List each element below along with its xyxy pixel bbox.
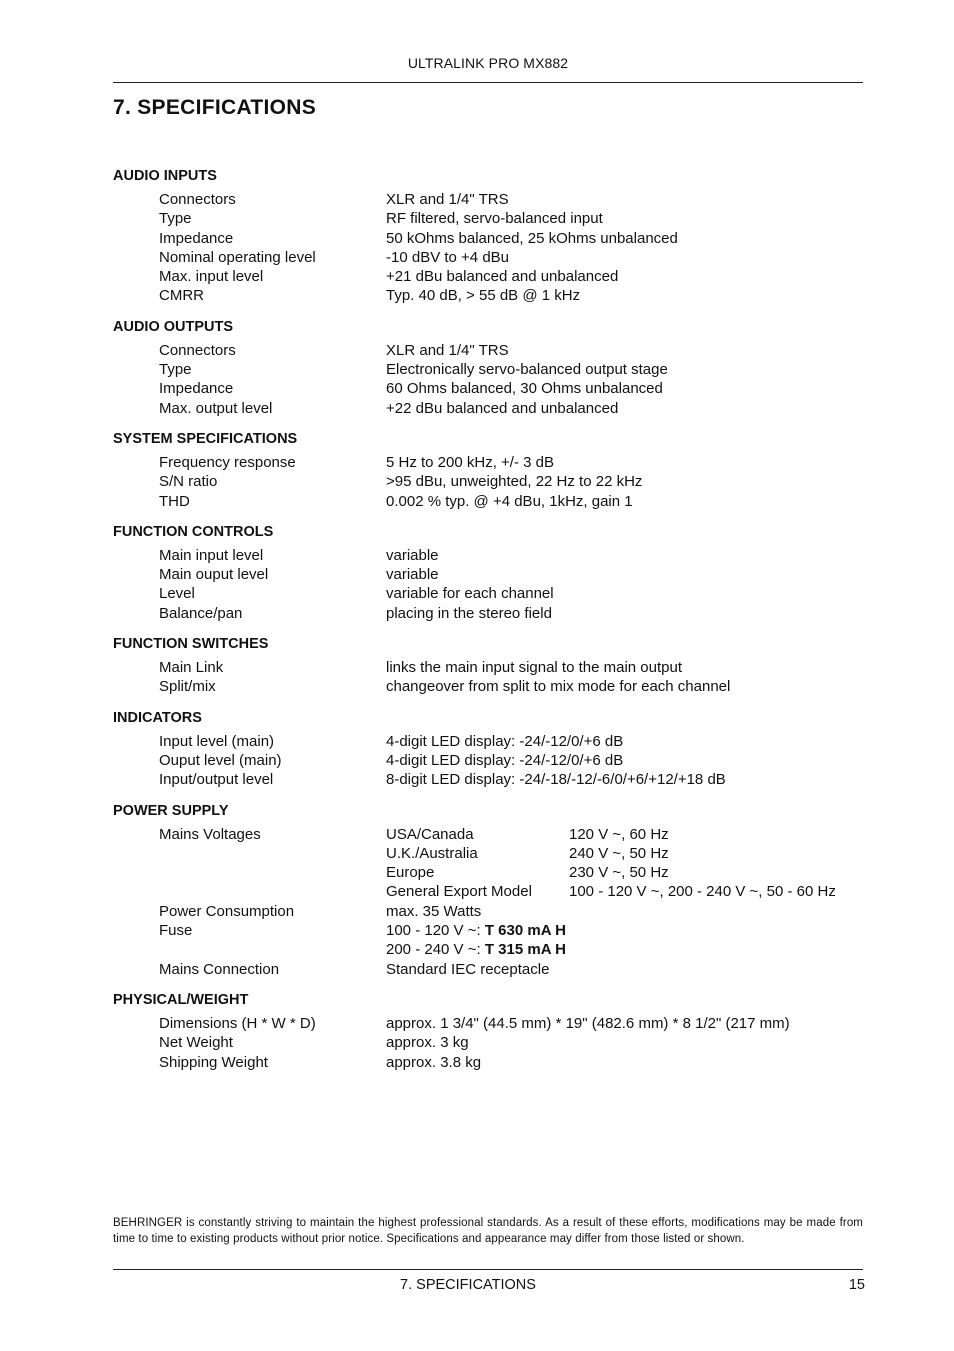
spec-label: Mains Voltages <box>159 825 261 843</box>
spec-row <box>113 921 873 940</box>
spec-label: THD <box>159 492 190 510</box>
spec-label: Impedance <box>159 229 234 247</box>
section-audio-outputs <box>113 317 873 418</box>
spec-label: Fuse <box>159 922 193 940</box>
spec-row <box>113 546 873 565</box>
spec-label: Ouput level (main) <box>159 751 282 769</box>
spec-value: 4-digit LED display: -24/-12/0/+6 dB <box>386 751 624 769</box>
spec-value: 0.002 % typ. @ +4 dBu, 1kHz, gain 1 <box>386 492 633 510</box>
spec-value: +21 dBu balanced and unbalanced <box>386 268 619 286</box>
spec-value <box>386 921 566 940</box>
spec-row <box>113 863 873 882</box>
spec-label: Frequency response <box>159 453 296 471</box>
section-title: AUDIO OUTPUTS <box>113 318 234 335</box>
section-title: INDICATORS <box>113 709 202 726</box>
header-rule <box>113 82 863 83</box>
spec-label: Shipping Weight <box>159 1053 268 1071</box>
spec-value: approx. 3 kg <box>386 1034 469 1052</box>
spec-row <box>113 1033 873 1052</box>
spec-row <box>113 341 873 360</box>
spec-value: >95 dBu, unweighted, 22 Hz to 22 kHz <box>386 473 643 491</box>
spec-row <box>113 209 873 228</box>
spec-label: Max. output level <box>159 399 273 417</box>
spec-label: Split/mix <box>159 678 216 696</box>
spec-value <box>386 863 669 882</box>
spec-value: RF filtered, servo-balanced input <box>386 210 603 228</box>
spec-row <box>113 399 873 418</box>
section-title: POWER SUPPLY <box>113 802 229 819</box>
running-header: ULTRALINK PRO MX882 <box>407 55 569 71</box>
spec-value: max. 35 Watts <box>386 902 482 920</box>
spec-value: approx. 1 3/4" (44.5 mm) * 19" (482.6 mm) * 8 1/2" (217 mm) <box>386 1014 790 1032</box>
spec-label: Impedance <box>159 380 234 398</box>
spec-label: Dimensions (H * W * D) <box>159 1014 316 1032</box>
specifications-content <box>113 166 873 1083</box>
spec-value: variable <box>386 566 439 584</box>
spec-label-empty <box>113 863 386 882</box>
spec-value: placing in the stereo field <box>386 604 552 622</box>
spec-label: S/N ratio <box>159 473 218 491</box>
spec-value <box>386 882 836 901</box>
mains-spec: 120 V ~, 60 Hz <box>569 825 669 843</box>
spec-label: Type <box>159 361 192 379</box>
spec-label: Type <box>159 210 192 228</box>
spec-row <box>113 229 873 248</box>
spec-row <box>113 379 873 398</box>
spec-value <box>386 825 669 844</box>
spec-row <box>113 565 873 584</box>
spec-value: changeover from split to mix mode for each channel <box>386 678 731 696</box>
spec-value: 5 Hz to 200 kHz, +/- 3 dB <box>386 453 554 471</box>
spec-row <box>113 360 873 379</box>
spec-value: variable for each channel <box>386 585 554 603</box>
spec-value: -10 dBV to +4 dBu <box>386 248 510 266</box>
spec-value: XLR and 1/4" TRS <box>386 191 509 208</box>
spec-label: Input/output level <box>159 771 274 789</box>
fuse-rating: T 315 mA H <box>484 941 566 959</box>
disclaimer-text: BEHRINGER is constantly striving to maintain the highest professional standards. As a result of these efforts, modifications may be made from time to time to existing products without prior notice. Specifications and appearance may differ from those listed or shown. <box>113 1217 863 1245</box>
mains-region: U.K./Australia <box>386 844 478 862</box>
spec-label: Power Consumption <box>159 902 295 920</box>
spec-value <box>386 940 566 959</box>
spec-label: Main Link <box>159 659 224 677</box>
mains-spec: 240 V ~, 50 Hz <box>569 844 669 862</box>
page-number: 15 <box>848 1277 865 1293</box>
spec-label: Input level (main) <box>159 732 275 750</box>
spec-row <box>113 604 873 623</box>
spec-value: 60 Ohms balanced, 30 Ohms unbalanced <box>386 380 663 398</box>
spec-value: links the main input signal to the main output <box>386 659 683 677</box>
spec-row <box>113 902 873 921</box>
page-title: 7. SPECIFICATIONS <box>113 96 317 119</box>
spec-value: 4-digit LED display: -24/-12/0/+6 dB <box>386 732 624 750</box>
spec-label: Net Weight <box>159 1034 233 1052</box>
section-title: AUDIO INPUTS <box>113 168 217 184</box>
spec-value: XLR and 1/4" TRS <box>386 341 509 359</box>
spec-label: Nominal operating level <box>159 248 316 266</box>
fuse-range: 200 - 240 V ~: <box>386 941 485 959</box>
spec-row <box>113 1014 873 1033</box>
mains-region: General Export Model <box>386 883 532 901</box>
section-title: FUNCTION SWITCHES <box>113 636 269 653</box>
spec-row <box>113 453 873 472</box>
spec-row <box>113 825 873 844</box>
spec-row <box>113 751 873 770</box>
spec-label: Mains Connection <box>159 960 280 978</box>
mains-region: USA/Canada <box>386 825 474 843</box>
spec-row <box>113 732 873 751</box>
spec-value: approx. 3.8 kg <box>386 1053 482 1071</box>
spec-row <box>113 1053 873 1072</box>
spec-row <box>113 658 873 677</box>
spec-value <box>386 844 669 863</box>
spec-value: 8-digit LED display: -24/-18/-12/-6/0/+6/+12/+18 dB <box>386 771 726 789</box>
section-audio-inputs <box>113 166 873 306</box>
spec-label: Balance/pan <box>159 604 243 622</box>
spec-value: Standard IEC receptacle <box>386 960 550 978</box>
spec-label-empty <box>113 844 386 863</box>
spec-row <box>113 286 873 305</box>
section-title: FUNCTION CONTROLS <box>113 523 274 540</box>
section-function-controls <box>113 522 873 623</box>
spec-row <box>113 844 873 863</box>
spec-row <box>113 960 873 979</box>
spec-label-empty <box>113 882 386 901</box>
spec-row <box>113 940 873 959</box>
mains-region: Europe <box>386 864 435 882</box>
section-title: SYSTEM SPECIFICATIONS <box>113 430 298 447</box>
footer-section-title: 7. SPECIFICATIONS <box>400 1277 536 1293</box>
spec-value: +22 dBu balanced and unbalanced <box>386 399 619 417</box>
fuse-rating: T 630 mA H <box>484 922 566 940</box>
spec-row <box>113 492 873 511</box>
spec-value: Electronically servo-balanced output stage <box>386 361 668 379</box>
spec-label: Max. input level <box>159 268 264 286</box>
spec-label: Main input level <box>159 546 264 564</box>
section-power-supply <box>113 801 873 979</box>
spec-row <box>113 472 873 491</box>
spec-value: 50 kOhms balanced, 25 kOhms unbalanced <box>386 229 678 247</box>
fuse-range: 100 - 120 V ~: <box>386 922 485 940</box>
section-title: PHYSICAL/WEIGHT <box>113 991 249 1008</box>
spec-label: Level <box>159 585 195 603</box>
section-physical-weight <box>113 990 873 1072</box>
spec-row <box>113 267 873 286</box>
spec-row <box>113 677 873 696</box>
spec-row <box>113 190 873 209</box>
spec-value: Typ. 40 dB, > 55 dB @ 1 kHz <box>386 287 581 305</box>
footer-rule <box>113 1269 863 1270</box>
mains-spec: 230 V ~, 50 Hz <box>569 864 669 882</box>
spec-row <box>113 248 873 267</box>
spec-label-empty <box>113 940 386 959</box>
spec-row <box>113 770 873 789</box>
spec-row <box>113 584 873 603</box>
spec-label: Connectors <box>159 191 236 208</box>
spec-value: variable <box>386 546 439 564</box>
section-system-specifications <box>113 429 873 511</box>
spec-row <box>113 882 873 901</box>
mains-spec: 100 - 120 V ~, 200 - 240 V ~, 50 - 60 Hz <box>569 883 836 901</box>
section-indicators <box>113 708 873 790</box>
spec-label: Main ouput level <box>159 566 269 584</box>
spec-label: CMRR <box>159 287 204 305</box>
spec-label: Connectors <box>159 341 236 359</box>
section-function-switches <box>113 634 873 697</box>
